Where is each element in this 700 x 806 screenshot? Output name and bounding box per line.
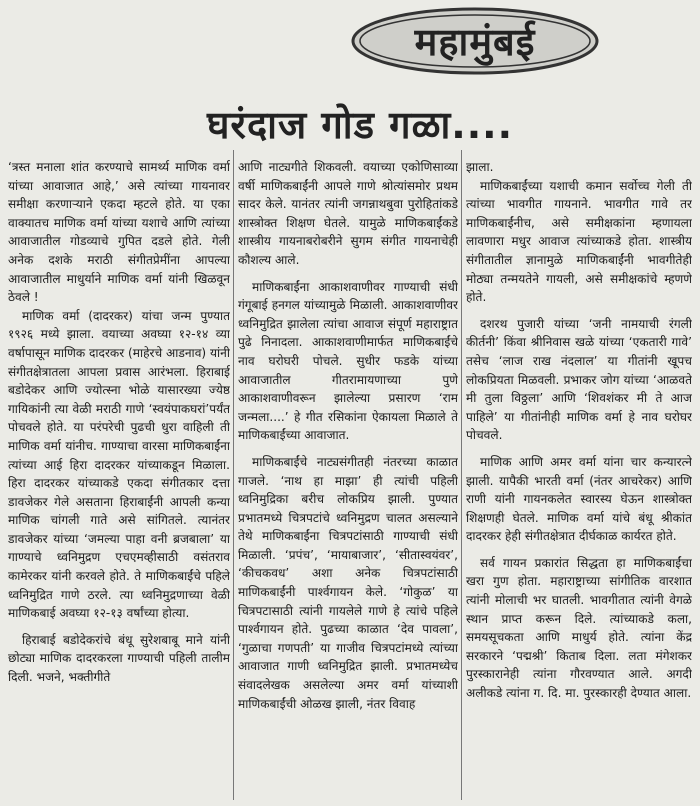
article-column-3 [466, 158, 692, 798]
section-masthead [350, 6, 600, 76]
article-paragraph: ‘त्रस्त मनाला शांत करण्याचे सामर्थ्य माणिक वर्मा यांच्या आवाजात आहे,’ असे त्यांच्या गायनावर समीक्षा करणाऱ्याने एकदा म्हटले होते. या एका वाक्यातच माणिक वर्मा यांच्या यशाचे आणि त्यांच्या आवाजातील गोडव्याचे गुपित दडले होते. गेली अनेक दशके मराठी संगीतप्रेमींना आपल्या आवाजातील माधुर्याने माणिक वर्मा यांनी खिळवून ठेवले ! [8, 160, 230, 305]
article-column-1 [8, 158, 230, 798]
article-paragraph: हिराबाई बडोदेकरांचे बंधू सुरेशबाबू माने यांनी छोट्या माणिक दादरकरला गाण्याची पहिली तालीम दिली. भजने, भक्तीगीते [8, 632, 230, 685]
section-title: महामुंबई [414, 19, 536, 64]
column-divider [233, 150, 234, 800]
article-paragraph: माणिकबाईंना आकाशवाणीवर गाण्याची संधी गंगूबाई हनगल यांच्यामुळे मिळाली. आकाशवाणीवर ध्वनिमुद्रित झालेला त्यांचा आवाज संपूर्ण महाराष्ट्रात पुढे निनादला. आकाशवाणीमार्फत माणिकबाईंचे नाव घरोघरी पोचले. सुधीर फडके यांच्या आवाजातील गीतरामायणाच्या पुणे आकाशवाणीवरून झालेल्या प्रसारण ‘राम जन्मला....’ हे गीत रसिकांना ऐकायला मिळाले ते माणिकबाईंच्या आवाजात. [238, 279, 458, 443]
article-paragraph: झाला. [466, 160, 494, 174]
article-paragraph: आणि नाट्यगीते शिकवली. वयाच्या एकोणिसाव्या वर्षी माणिकबाईंनी आपले गाणे श्रोत्यांसमोर प्रथम सादर केले. यानंतर त्यांनी जगन्नाथबुवा पुरोहितांकडे शास्त्रोक्त शिक्षण घेतले. यामुळे माणिकबाईंकडे शास्त्रीय गायनाबरोबरीने सुगम संगीत गायनाचेही कौशल्य आले. [238, 160, 458, 267]
article-headline: घरंदाज गोड गळा.... [206, 103, 514, 147]
article-paragraph: माणिक आणि अमर वर्मा यांना चार कन्यारत्ने झाली. यापैकी भारती वर्मा (नंतर आचरेकर) आणि राणी यांनी गायनकलेत स्वारस्य घेऊन शास्त्रोक्त शिक्षणही घेतले. माणिक वर्मा यांचे बंधू श्रीकांत दादरकर हेही संगीतक्षेत्रात दीर्घकाळ कार्यरत होते. [466, 454, 692, 544]
article-paragraph: माणिकबाईंच्या यशाची कमान सर्वोच्च गेली ती त्यांच्या भावगीत गायनाने. भावगीत गावे तर माणिकबाईंनीच, असे समीक्षकांना म्हणायला लावणारा मधुर आवाज त्यांच्याकडे होता. शास्त्रीय संगीतातील ज्ञानामुळे माणिकबाईंनी भावगीतेही मोठ्या तन्मयतेने गायली, असे समीक्षकांचे म्हणणे होते. [466, 178, 692, 305]
article-paragraph: सर्व गायन प्रकारांत सिद्धता हा माणिकबाईंचा खरा गुण होता. महाराष्ट्राच्या सांगीतिक वारशात त्यांनी मोलाची भर घातली. भावगीतात त्यांनी वेगळे स्थान प्राप्त करून दिले. त्यांच्याकडे कला, समयसूचकता आणि माधुर्य होते. त्यांना केंद्र सरकारने ‘पद्मश्री’ किताब दिला. लता मंगेशकर पुरस्कारानेही त्यांना गौरवण्यात आले. अगदी अलीकडे त्यांना ग. दि. मा. पुरस्कारही देण्यात आला. [466, 555, 692, 701]
article-paragraph: माणिकबाईंचे नाट्यसंगीतही नंतरच्या काळात गाजले. ‘नाथ हा माझा’ ही त्यांची पहिली ध्वनिमुद्रिका बरीच लोकप्रिय झाली. पुण्यात प्रभातमध्ये चित्रपटांचे ध्वनिमुद्रण चालत असल्याने तेथे माणिकबाईंना चित्रपटांसाठी गाण्याची संधी मिळाली. ‘प्रपंच’, ‘मायाबाजार’, ‘सीतास्वयंवर’, ‘कीचकवध’ अशा अनेक चित्रपटांसाठी माणिकबाईंनी पार्श्वगायन केले. ‘गोकुळ’ या चित्रपटासाठी त्यांनी गायलेले गाणे हे त्यांचे पहिले पार्श्वगायन होते. पुढच्या काळात ‘देव पावला’, ‘गुळाचा गणपती’ या गाजीव चित्रपटांमध्ये त्यांच्या आवाजात गाणी ध्वनिमुद्रित झाली. प्रभातमध्येच संवादलेखक असलेल्या अमर वर्मा यांच्याशी माणिकबाईंची ओळख झाली, नंतर विवाह [238, 454, 458, 711]
column-divider [461, 150, 462, 800]
article-paragraph: दशरथ पुजारी यांच्या ‘जनी नामयाची रंगली कीर्तनी’ किंवा श्रीनिवास खळे यांच्या ‘एकतारी गावे’ तसेच ‘लाज राख नंदलाल’ या गीतांनी खूपच लोकप्रियता मिळवली. प्रभाकर जोग यांच्या ‘आळवते मी तुला विठ्ठला’ आणि ‘शिवशंकर मी ते आज पाहिले’ या गीतांनीही माणिक वर्मा हे नाव घरोघर पोचवले. [466, 316, 692, 443]
article-paragraph: माणिक वर्मा (दादरकर) यांचा जन्म पुण्यात १९२६ मध्ये झाला. वयाच्या अवघ्या १२-१४ व्या वर्षापासून माणिक दादरकर (माहेरचे आडनाव) यांनी संगीतक्षेत्रातला आपला प्रवास आरंभला. हिराबाई बडोदेकर आणि ज्योत्स्ना भोळे यासारख्या ज्येष्ठ गायिकांनी त्या वेळी मराठी गाणे ‘स्वयंपाकघरां’पर्यंत पोचवले होते. या परंपरेची पुढची धुरा वाहिली ती माणिक वर्मा यांनीच. गाण्याचा वारसा माणिकबाईंना त्यांच्या आई हिरा दादरकर यांच्याकडून मिळाला. हिरा दादरकर यांच्याकडे एकदा संगीतकार दत्ता डावजेकर गेले असताना हिराबाईंनी आपली कन्या माणिक चांगली गाते असे सांगितले. त्यानंतर डावजेकर यांच्या ‘जमल्या पाहा वनी ब्रजबाला’ या गाण्याचे ध्वनिमुद्रण एचएमव्हीसाठी वसंतराव कामेरकर यांनी करवले होते. ते माणिकबाईंचे पहिले ध्वनिमुद्रित गाणे ठरले. त्या ध्वनिमुद्रणाच्या वेळी माणिकबाई अवघ्या १२-१३ वर्षांच्या होत्या. [8, 308, 230, 621]
article-column-2 [238, 158, 458, 798]
